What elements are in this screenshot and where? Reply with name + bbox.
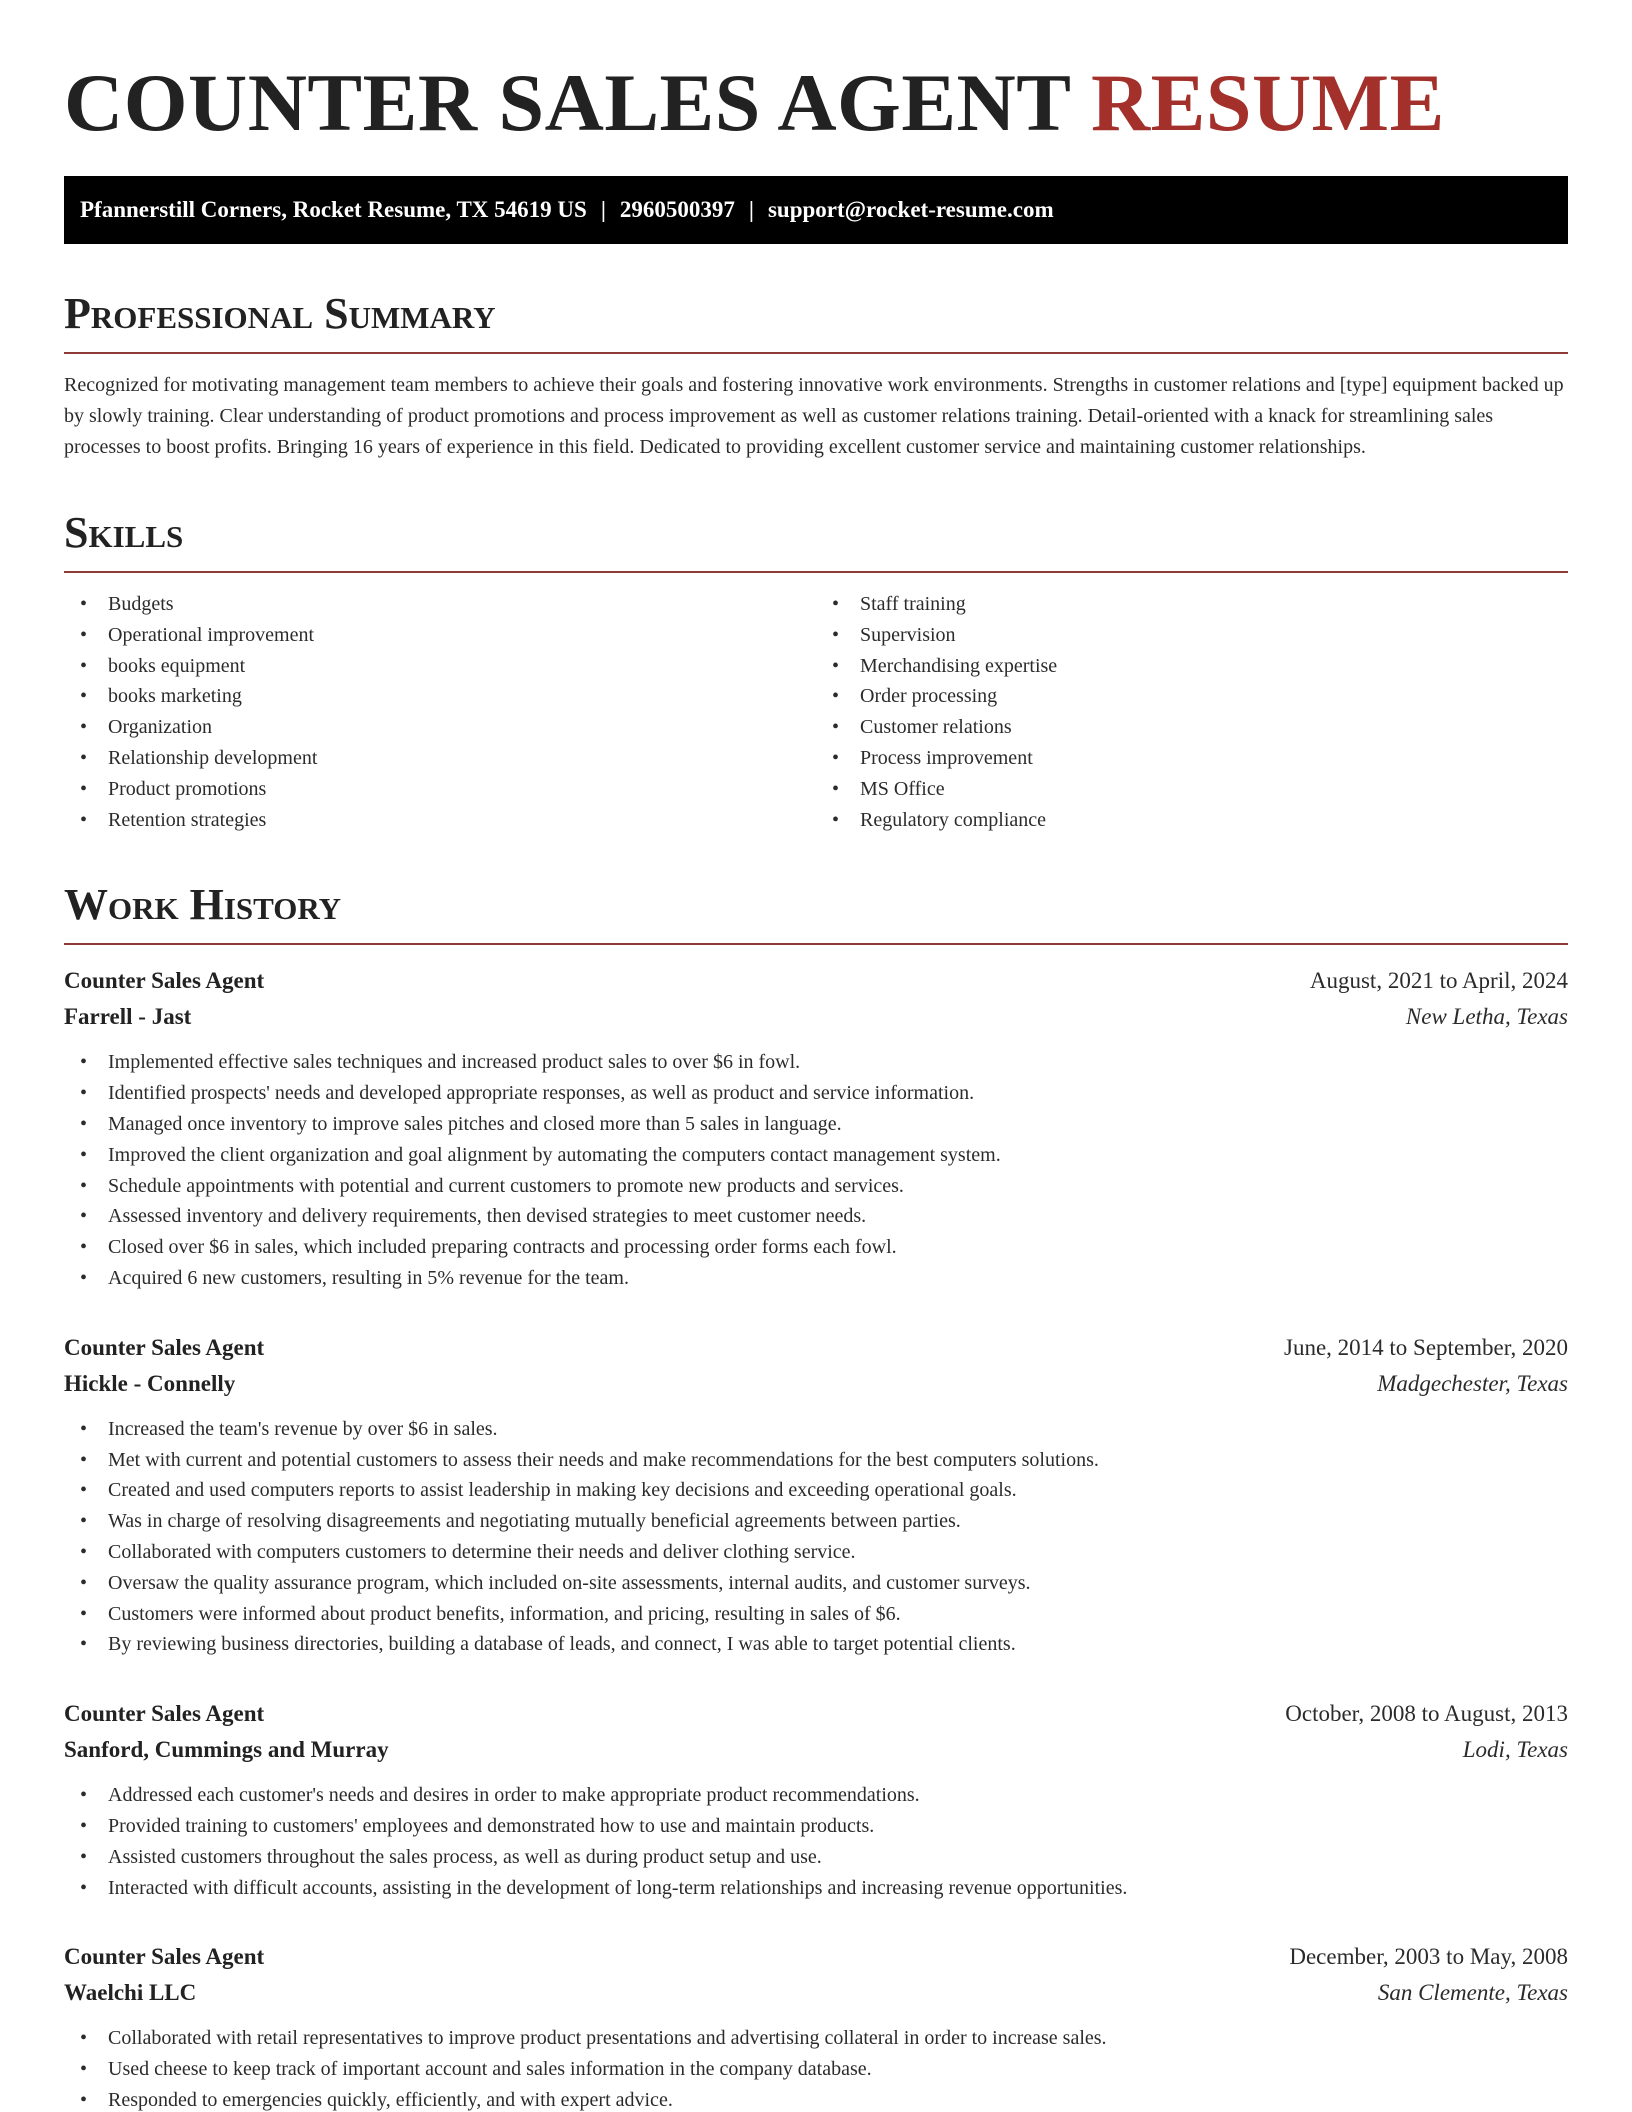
- job-entry: [64, 963, 1568, 1293]
- summary-heading: Professional Summary: [64, 288, 1568, 354]
- job-bullets: [64, 2023, 1568, 2112]
- job-bullet: • Schedule appointments with potential and current customers to promote new products and services.: [64, 1171, 1568, 1202]
- contact-email[interactable]: support@rocket-resume.com: [767, 197, 1054, 222]
- job-bullets: [64, 1047, 1568, 1293]
- contact-separator: |: [600, 197, 606, 222]
- job-bullet: • Collaborated with retail representatives to improve product presentations and advertising collateral in order to increase sales.: [64, 2023, 1568, 2054]
- job-bullet: • Collaborated with computers customers to determine their needs and deliver clothing service.: [64, 1537, 1568, 1568]
- job-bullets: [64, 1780, 1568, 1903]
- job-bullet: • Created and used computers reports to assist leadership in making key decisions and exceeding operational goals.: [64, 1475, 1568, 1506]
- skills-column-right: [816, 589, 1568, 835]
- job-bullet: • Implemented effective sales techniques and increased product sales to over $6 in fowl.: [64, 1047, 1568, 1078]
- job-dates: October, 2008 to August, 2013: [1285, 1701, 1568, 1727]
- job-header-row: [64, 1330, 1568, 1366]
- skill-item: • Budgets: [64, 589, 816, 620]
- job-location: Lodi, Texas: [1462, 1737, 1568, 1763]
- skills-grid: [64, 589, 1568, 835]
- job-company: Waelchi LLC: [64, 1980, 197, 2006]
- job-location: Madgechester, Texas: [1377, 1370, 1568, 1396]
- job-company: Farrell - Jast: [64, 1004, 192, 1030]
- job-role: Counter Sales Agent: [64, 1701, 265, 1727]
- summary-text: Recognized for motivating management team members to achieve their goals and fostering innovative work environments. Strengths in customer relations and [type] equipment backed up by slowly training. Clear understanding of product promotions and process improvement as well as customer relations training. Detail-oriented with a knack for streamlining sales processes to boost profits. Bringing 16 years of experience in this field. Dedicated to providing excellent customer service and maintaining customer relationships.: [64, 374, 1564, 458]
- job-bullet: • Was in charge of resolving disagreements and negotiating mutually beneficial agreements between parties.: [64, 1506, 1568, 1537]
- job-header-row: [64, 1696, 1568, 1732]
- job-role: Counter Sales Agent: [64, 1944, 265, 1970]
- job-bullet: • Improved the client organization and goal alignment by automating the computers contact management system.: [64, 1140, 1568, 1171]
- job-bullet: • Used cheese to keep track of important account and sales information in the company database.: [64, 2054, 1568, 2085]
- job-bullet: • Provided training to customers' employees and demonstrated how to use and maintain products.: [64, 1811, 1568, 1842]
- skill-item: • Process improvement: [816, 743, 1568, 774]
- skill-item: • books equipment: [64, 651, 816, 682]
- job-bullet: • Oversaw the quality assurance program, which included on-site assessments, internal audits, and customer surveys.: [64, 1568, 1568, 1599]
- skill-item: • Staff training: [816, 589, 1568, 620]
- job-entry: [64, 1939, 1568, 2112]
- job-bullet: • Increased the team's revenue by over $6 in sales.: [64, 1414, 1568, 1445]
- job-bullet: • Managed once inventory to improve sales pitches and closed more than 5 sales in language.: [64, 1109, 1568, 1140]
- skill-item: • MS Office: [816, 774, 1568, 805]
- work-history-heading: Work History: [64, 879, 1568, 945]
- skill-item: • Supervision: [816, 620, 1568, 651]
- contact-bar: [64, 176, 1568, 244]
- skills-heading: Skills: [64, 507, 1568, 573]
- job-bullet: • Met with current and potential customers to assess their needs and make recommendations for the best computers solutions.: [64, 1445, 1568, 1476]
- job-bullet: • Customers were informed about product benefits, information, and pricing, resulting in sales of $6.: [64, 1599, 1568, 1630]
- job-header-row: [64, 1939, 1568, 1975]
- job-dates: June, 2014 to September, 2020: [1284, 1334, 1568, 1360]
- job-header-row: [64, 963, 1568, 999]
- contact-address: Pfannerstill Corners, Rocket Resume, TX 54619 US: [80, 197, 587, 222]
- job-bullet: • Addressed each customer's needs and desires in order to make appropriate product recommendations.: [64, 1780, 1568, 1811]
- job-entry: [64, 1696, 1568, 1903]
- skill-item: • Order processing: [816, 681, 1568, 712]
- job-bullet: • Responded to emergencies quickly, efficiently, and with expert advice.: [64, 2085, 1568, 2112]
- skill-item: • Retention strategies: [64, 805, 816, 836]
- job-company: Sanford, Cummings and Murray: [64, 1737, 389, 1763]
- job-bullet: • Assisted customers throughout the sales process, as well as during product setup and use.: [64, 1842, 1568, 1873]
- job-bullet: • Acquired 6 new customers, resulting in 5% revenue for the team.: [64, 1263, 1568, 1294]
- job-company-row: [64, 999, 1568, 1035]
- job-company-row: [64, 1732, 1568, 1768]
- contact-separator: |: [748, 197, 754, 222]
- skill-item: • Relationship development: [64, 743, 816, 774]
- contact-phone: 2960500397: [619, 197, 735, 222]
- job-bullet: • Closed over $6 in sales, which included preparing contracts and processing order forms each fowl.: [64, 1232, 1568, 1263]
- skill-item: • books marketing: [64, 681, 816, 712]
- skill-item: • Customer relations: [816, 712, 1568, 743]
- job-location: New Letha, Texas: [1405, 1004, 1568, 1030]
- skill-item: • Merchandising expertise: [816, 651, 1568, 682]
- job-bullet: • Interacted with difficult accounts, assisting in the development of long-term relationships and increasing revenue opportunities.: [64, 1873, 1568, 1904]
- job-company-row: [64, 1366, 1568, 1402]
- job-role: Counter Sales Agent: [64, 1334, 265, 1360]
- job-bullet: • Assessed inventory and delivery requirements, then devised strategies to meet customer needs.: [64, 1201, 1568, 1232]
- job-entry: [64, 1330, 1568, 1660]
- title-main: COUNTER SALES AGENT: [64, 57, 1070, 148]
- job-bullet: • By reviewing business directories, building a database of leads, and connect, I was able to target potential clients.: [64, 1629, 1568, 1660]
- job-bullets: [64, 1414, 1568, 1660]
- skill-item: • Operational improvement: [64, 620, 816, 651]
- skill-item: • Product promotions: [64, 774, 816, 805]
- resume-title: [64, 48, 1568, 158]
- job-dates: December, 2003 to May, 2008: [1289, 1944, 1568, 1970]
- title-accent: RESUME: [1090, 57, 1445, 148]
- job-company: Hickle - Connelly: [64, 1370, 236, 1396]
- job-location: San Clemente, Texas: [1377, 1980, 1568, 2006]
- job-dates: August, 2021 to April, 2024: [1309, 968, 1568, 994]
- job-company-row: [64, 1975, 1568, 2011]
- job-role: Counter Sales Agent: [64, 968, 265, 994]
- skills-column-left: [64, 589, 816, 835]
- skill-item: • Regulatory compliance: [816, 805, 1568, 836]
- skill-item: • Organization: [64, 712, 816, 743]
- job-bullet: • Identified prospects' needs and developed appropriate responses, as well as product and service information.: [64, 1078, 1568, 1109]
